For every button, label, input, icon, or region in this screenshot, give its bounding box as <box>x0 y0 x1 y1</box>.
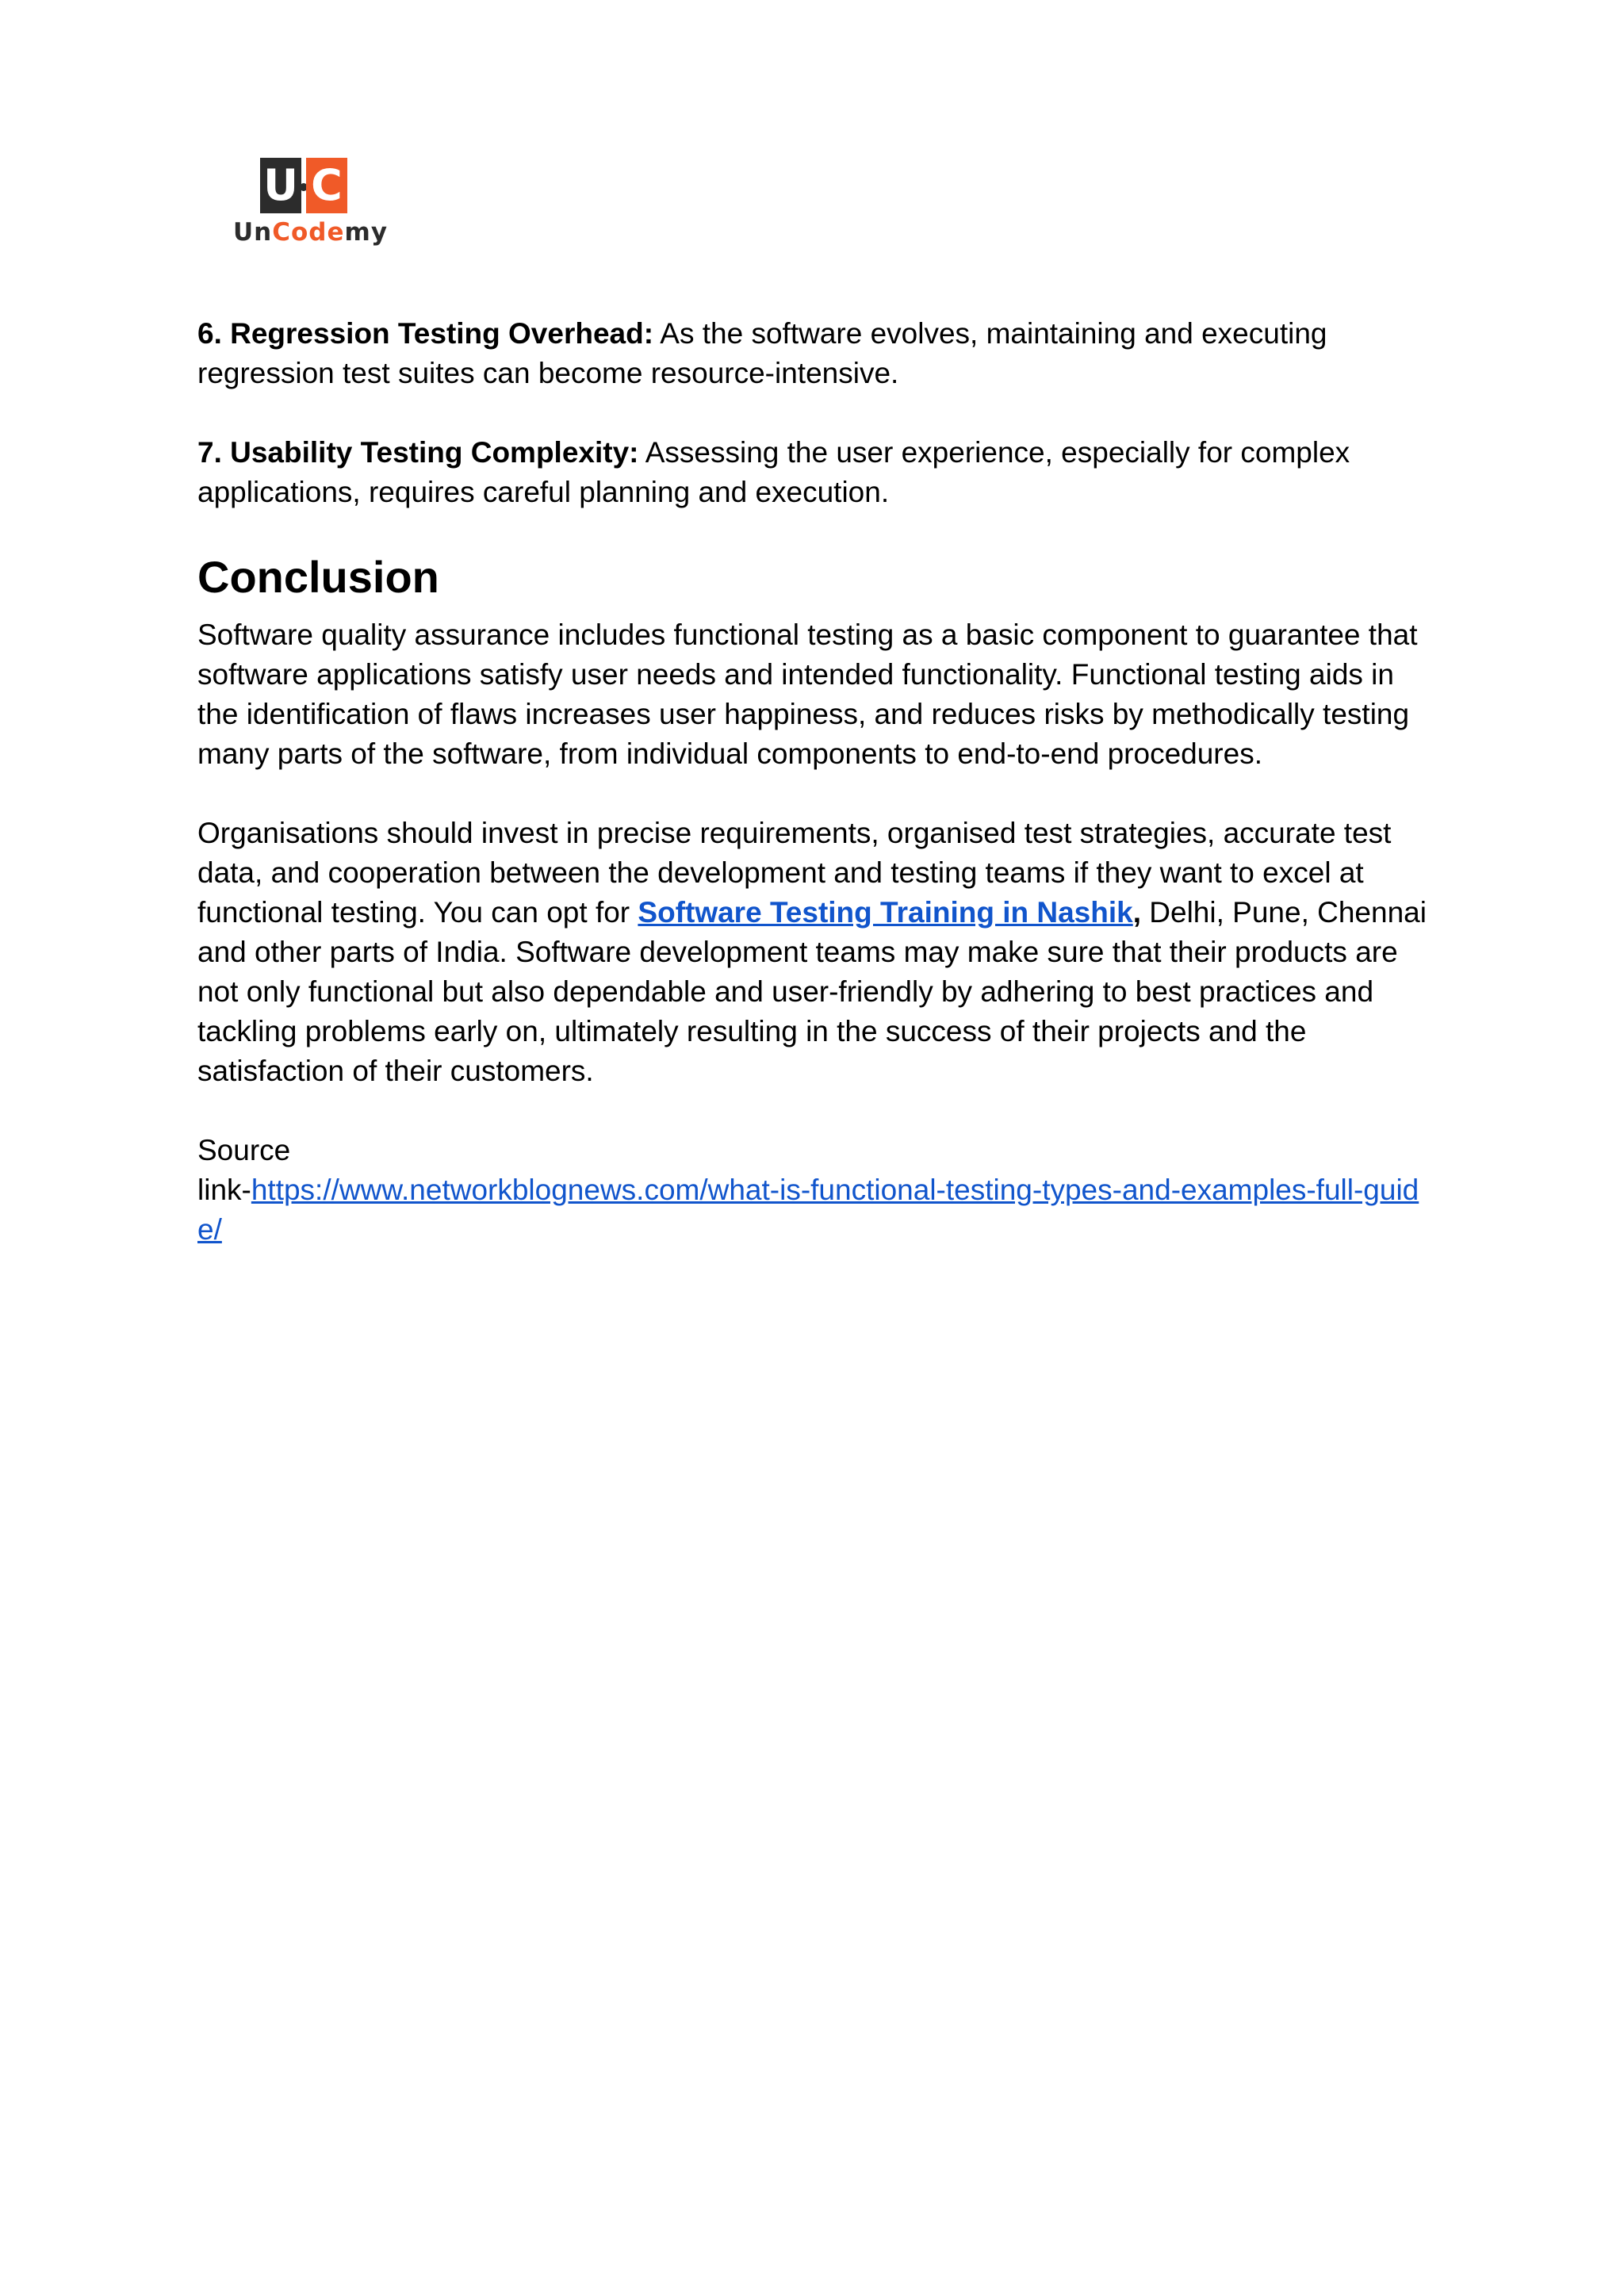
conclusion-paragraph-2 <box>197 814 1434 1091</box>
point-text: Assessing the user experience, especially for complex applications, requires careful planning and execution. <box>197 436 1350 508</box>
logo-wordmark <box>233 218 389 247</box>
conclusion-paragraph-1: Software quality assurance includes functional testing as a basic component to guarantee that software applications satisfy user needs and intended functionality. Functional testing aids in the identification of flaws increases user happiness, and reduces risks by methodically testing many parts of the software, from individual components to end-to-end procedures. <box>197 618 1418 770</box>
logo-wordmark-part3: my <box>344 218 389 247</box>
logo-letter-u: U <box>260 158 301 213</box>
point-title: 6. Regression Testing Overhead: <box>197 317 654 350</box>
uncodemy-logo <box>233 158 389 253</box>
paragraph-text: Organisations should invest in precise requirements, organised test strategies, accurate test data, and cooperation between the development and testing teams if they want to excel at functional testing. You can opt for <box>197 817 1392 929</box>
logo-mark <box>260 158 347 213</box>
paragraph-text: Delhi, Pune, Chennai and other parts of India. Software development teams may make sure that their products are not only functional but also dependable and user-friendly by adhering to best practices and tackling problems early on, ultimately resulting in the success of their projects and the satisfaction of their customers. <box>197 896 1427 1087</box>
source-prefix: link- <box>197 1174 251 1206</box>
comma: , <box>1132 896 1141 929</box>
point-usability <box>197 433 1434 512</box>
conclusion-heading: Conclusion <box>197 552 439 602</box>
logo-wordmark-part1: Un <box>233 218 273 247</box>
point-title: 7. Usability Testing Complexity: <box>197 436 639 469</box>
document-body <box>197 314 1434 1289</box>
source-link[interactable]: https://www.networkblognews.com/what-is-functional-testing-types-and-examples-full-guide/ <box>197 1174 1419 1246</box>
point-text: As the software evolves, maintaining and executing regression test suites can become resource-intensive. <box>197 317 1327 389</box>
logo-wordmark-part2: Code <box>272 218 345 247</box>
source-label: Source <box>197 1134 291 1166</box>
training-link[interactable]: Software Testing Training in Nashik <box>638 896 1133 929</box>
logo-letter-c: C <box>306 158 347 213</box>
source-block <box>197 1131 1434 1250</box>
point-regression <box>197 314 1434 393</box>
